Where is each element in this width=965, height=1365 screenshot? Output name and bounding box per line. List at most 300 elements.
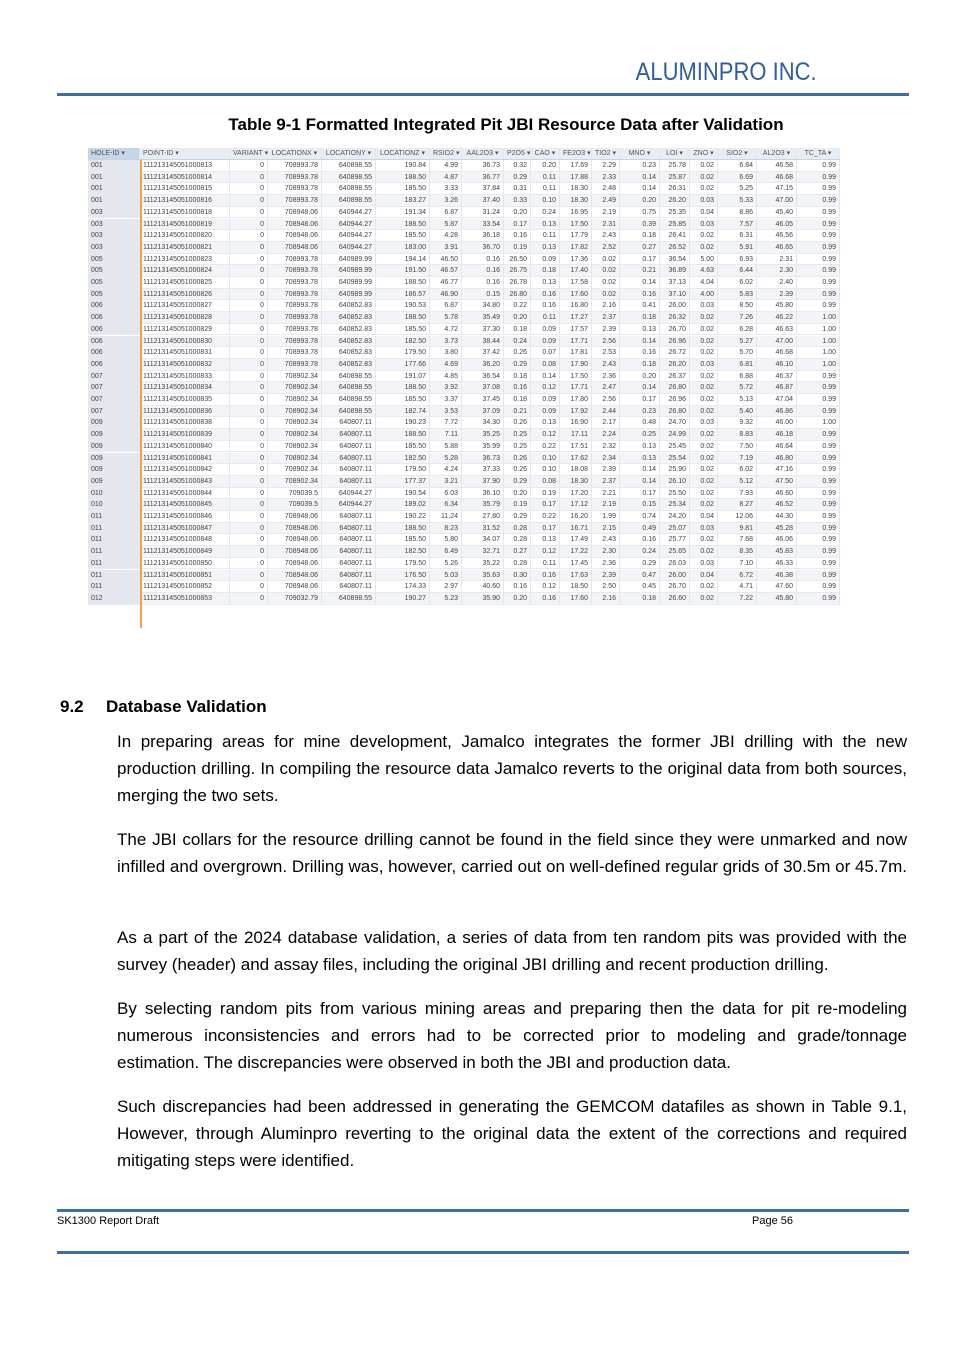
table-cell: 0.41 [620,300,660,311]
table-cell: 0.14 [620,336,660,347]
table-cell: 2.16 [592,593,620,604]
table-cell: 0.16 [531,593,560,604]
table-row[interactable] [88,277,840,289]
table-cell: 010 [88,488,140,499]
table-cell: 0.04 [690,511,718,522]
table-cell: 011 [88,558,140,569]
table-cell: 5.80 [430,534,462,545]
table-cell: 2.43 [592,230,620,241]
table-cell: 16.80 [560,300,592,311]
table-cell: 17.57 [560,324,592,335]
table-cell: 111213145051000842 [140,464,230,475]
table-cell: 0.99 [797,453,840,464]
paragraph: The JBI collars for the resource drilling cannot be found in the field since they were unmarked and now infilled and overgrown. Drilling was, however, carried out on well-defined regular grids of 30.5m or 45.7m. [117,830,907,876]
table-cell: 0.99 [797,289,840,300]
table-row[interactable] [88,406,840,418]
table-cell: 0.11 [531,312,560,323]
column-header-loi[interactable]: LOI ▾ [660,148,690,159]
table-cell: 2.32 [592,441,620,452]
table-cell: 0.29 [504,359,531,370]
table-cell: 6.84 [718,160,757,171]
table-cell: 25.78 [660,160,690,171]
table-row[interactable] [88,359,840,371]
table-cell: 708993.78 [268,336,322,347]
table-cell: 0.14 [620,183,660,194]
table-cell: 26.20 [660,195,690,206]
table-cell: 7.93 [718,488,757,499]
footer-report-name: SK1300 Report Draft [57,1215,160,1227]
table-cell: 0.25 [620,429,660,440]
table-cell: 36.73 [462,453,504,464]
table-cell: 0.14 [620,464,660,475]
table-row[interactable] [88,511,840,523]
table-cell: 46.57 [430,265,462,276]
table-cell: 005 [88,289,140,300]
table-cell: 708993.78 [268,300,322,311]
table-cell: 0.16 [504,230,531,241]
table-cell: 708993.78 [268,195,322,206]
table-cell: 8.27 [718,499,757,510]
resource-data-table [88,148,840,628]
table-cell: 26.80 [660,382,690,393]
table-cell: 26.75 [504,265,531,276]
table-cell: 0.99 [797,254,840,265]
table-cell: 0 [230,464,268,475]
table-cell: 0 [230,382,268,393]
table-cell: 009 [88,441,140,452]
table-cell: 0.17 [504,219,531,230]
table-cell: 0 [230,453,268,464]
table-cell: 17.80 [560,394,592,405]
column-header-aal2o3[interactable]: AAL2O3 ▾ [462,148,504,159]
column-header-tc-ta[interactable]: TC_TA ▾ [797,148,840,159]
table-cell: 5.88 [430,441,462,452]
column-header-p2o5[interactable]: P2O5 ▾ [504,148,531,159]
table-cell: 7.26 [718,312,757,323]
table-cell: 0.04 [690,570,718,581]
table-cell: 0.16 [531,570,560,581]
table-row[interactable] [88,429,840,441]
table-row[interactable] [88,347,840,359]
table-cell: 190.27 [376,593,430,604]
table-row[interactable] [88,546,840,558]
table-cell: 3.73 [430,336,462,347]
table-cell: 0.16 [462,265,504,276]
table-cell: 0.22 [531,511,560,522]
table-cell: 640989.99 [322,277,376,288]
table-cell: 0.03 [690,417,718,428]
table-cell: 640807.11 [322,534,376,545]
table-cell: 2.52 [592,242,620,253]
table-cell: 0.02 [690,242,718,253]
table-cell: 6.02 [718,277,757,288]
table-cell: 007 [88,406,140,417]
table-cell: 001 [88,172,140,183]
table-header-row[interactable] [88,148,840,160]
table-cell: 1.00 [797,336,840,347]
table-cell: 5.70 [718,347,757,358]
table-cell: 0.10 [531,464,560,475]
table-cell: 185.50 [376,230,430,241]
table-cell: 45.28 [757,523,797,534]
table-row[interactable] [88,230,840,242]
table-cell: 0.99 [797,523,840,534]
table-cell: 3.33 [430,183,462,194]
table-cell: 007 [88,382,140,393]
table-cell: 26.32 [660,312,690,323]
table-cell: 010 [88,499,140,510]
column-header-locationx[interactable]: LOCATIONX ▾ [268,148,322,159]
table-cell: 0.16 [620,347,660,358]
table-cell: 111213145051000823 [140,254,230,265]
table-cell: 2.37 [592,476,620,487]
table-row[interactable] [88,219,840,231]
table-row[interactable] [88,453,840,465]
table-cell: 46.37 [757,371,797,382]
table-cell: 37.84 [462,183,504,194]
table-cell: 0.75 [620,207,660,218]
table-cell: 708993.78 [268,160,322,171]
table-cell: 0.12 [531,546,560,557]
table-cell: 31.52 [462,523,504,534]
table-row[interactable] [88,195,840,207]
table-cell: 0.16 [504,581,531,592]
table-row[interactable] [88,300,840,312]
table-cell: 0 [230,336,268,347]
table-cell: 34.07 [462,534,504,545]
table-cell: 17.40 [560,265,592,276]
table-cell: 36.89 [660,265,690,276]
table-cell: 46.52 [757,499,797,510]
table-cell: 0.28 [504,523,531,534]
table-cell: 7.22 [718,593,757,604]
column-header-zno[interactable]: ZNO ▾ [690,148,718,159]
header-rule [57,93,909,96]
table-cell: 188.50 [376,382,430,393]
table-cell: 640944.27 [322,230,376,241]
table-cell: 177.66 [376,359,430,370]
table-cell: 0.17 [620,488,660,499]
table-cell: 0.99 [797,371,840,382]
table-cell: 111213145051000840 [140,441,230,452]
table-row[interactable] [88,172,840,184]
table-cell: 26.78 [504,277,531,288]
table-cell: 640852.83 [322,347,376,358]
column-header-tio2[interactable]: TIO2 ▾ [592,148,620,159]
table-cell: 17.58 [560,277,592,288]
table-cell: 708948.06 [268,219,322,230]
table-cell: 0.13 [531,242,560,253]
table-row[interactable] [88,382,840,394]
table-cell: 17.92 [560,406,592,417]
table-cell: 0 [230,394,268,405]
table-cell: 0.99 [797,429,840,440]
table-cell: 0.02 [690,347,718,358]
table-cell: 35.25 [462,429,504,440]
table-row[interactable] [88,254,840,266]
table-cell: 26.31 [660,183,690,194]
table-cell: 0.29 [504,511,531,522]
table-cell: 0.14 [620,277,660,288]
column-header-al2o3[interactable]: AL2O3 ▾ [757,148,797,159]
table-cell: 708993.78 [268,289,322,300]
table-cell: 009 [88,453,140,464]
table-cell: 188.50 [376,219,430,230]
table-cell: 0.24 [620,546,660,557]
table-cell: 111213145051000830 [140,336,230,347]
table-cell: 0.12 [531,429,560,440]
table-row[interactable] [88,242,840,254]
table-cell: 111213145051000827 [140,300,230,311]
table-cell: 0.99 [797,476,840,487]
table-cell: 26.70 [660,581,690,592]
table-cell: 26.03 [660,558,690,569]
table-cell: 0.02 [690,382,718,393]
table-cell: 185.50 [376,534,430,545]
table-cell: 011 [88,546,140,557]
table-cell: 2.49 [592,195,620,206]
column-header-point-id[interactable]: POINT-ID ▾ [140,148,230,159]
table-cell: 0.17 [620,254,660,265]
table-cell: 0.99 [797,546,840,557]
table-cell: 0.11 [531,558,560,569]
table-row[interactable] [88,488,840,500]
table-cell: 0 [230,195,268,206]
table-cell: 0 [230,570,268,581]
table-cell: 0.28 [504,558,531,569]
table-cell: 0.99 [797,242,840,253]
table-cell: 006 [88,312,140,323]
table-row[interactable] [88,160,840,172]
table-cell: 0.02 [592,265,620,276]
table-cell: 36.54 [462,371,504,382]
table-cell: 5.91 [718,242,757,253]
section-title: Database Validation [106,697,267,716]
table-cell: 174.33 [376,581,430,592]
table-cell: 3.91 [430,242,462,253]
column-header-mno[interactable]: MNO ▾ [620,148,660,159]
table-cell: 2.56 [592,394,620,405]
table-cell: 0.03 [690,558,718,569]
table-cell: 0.11 [531,183,560,194]
table-cell: 0.45 [620,581,660,592]
table-row[interactable] [88,417,840,429]
table-cell: 46.10 [757,359,797,370]
table-cell: 2.16 [592,300,620,311]
table-cell: 0.02 [690,230,718,241]
column-header-cao[interactable]: CAO ▾ [531,148,560,159]
table-cell: 640807.11 [322,429,376,440]
table-cell: 190.53 [376,300,430,311]
table-cell: 25.77 [660,534,690,545]
table-cell: 0.99 [797,277,840,288]
table-cell: 46.06 [757,534,797,545]
column-header-locationy[interactable]: LOCATIONY ▾ [322,148,376,159]
table-cell: 18.30 [560,195,592,206]
table-row[interactable] [88,265,840,277]
table-cell: 0 [230,499,268,510]
table-cell: 7.57 [718,219,757,230]
table-cell: 0.14 [620,172,660,183]
table-cell: 111213145051000852 [140,581,230,592]
table-cell: 26.80 [504,289,531,300]
table-cell: 0 [230,371,268,382]
table-cell: 0.03 [690,195,718,206]
table-row[interactable] [88,558,840,570]
table-cell: 2.39 [592,324,620,335]
column-header-sio2[interactable]: SIO2 ▾ [718,148,757,159]
table-row[interactable] [88,581,840,593]
table-row[interactable] [88,499,840,511]
table-cell: 007 [88,371,140,382]
table-cell: 16.95 [560,207,592,218]
table-cell: 17.51 [560,441,592,452]
table-cell: 111213145051000836 [140,406,230,417]
table-cell: 46.60 [757,488,797,499]
table-cell: 2.31 [592,219,620,230]
column-header-fe2o3[interactable]: FE2O3 ▾ [560,148,592,159]
table-row[interactable] [88,534,840,546]
table-cell: 17.49 [560,534,592,545]
table-cell: 2.43 [592,359,620,370]
table-cell: 5.00 [690,254,718,265]
table-cell: 46.56 [757,230,797,241]
table-cell: 0 [230,277,268,288]
table-cell: 0.18 [504,324,531,335]
table-cell: 0 [230,429,268,440]
table-cell: 5.83 [718,289,757,300]
table-row[interactable] [88,464,840,476]
table-cell: 27.80 [462,511,504,522]
table-cell: 0.16 [531,289,560,300]
table-cell: 5.27 [718,336,757,347]
table-cell: 2.29 [592,160,620,171]
table-row[interactable] [88,570,840,582]
table-cell: 25.35 [660,207,690,218]
table-cell: 37.08 [462,382,504,393]
table-cell: 708902.34 [268,464,322,475]
table-cell: 8.86 [718,207,757,218]
table-cell: 0.02 [690,593,718,604]
table-cell: 0.02 [690,312,718,323]
table-cell: 0 [230,546,268,557]
table-cell: 25.07 [660,523,690,534]
table-cell: 0 [230,289,268,300]
table-cell: 0.99 [797,172,840,183]
table-cell: 2.43 [592,534,620,545]
table-caption: Table 9-1 Formatted Integrated Pit JBI Resource Data after Validation [228,115,784,134]
table-row[interactable] [88,289,840,301]
table-cell: 708948.06 [268,207,322,218]
table-cell: 4.72 [430,324,462,335]
table-cell: 0 [230,593,268,604]
table-cell: 640852.83 [322,312,376,323]
table-cell: 6.81 [718,359,757,370]
column-header-hole-id[interactable]: HOLE-ID ▾ [88,148,140,159]
table-cell: 0 [230,581,268,592]
table-cell: 35.49 [462,312,504,323]
table-cell: 111213145051000849 [140,546,230,557]
table-cell: 45.40 [757,207,797,218]
table-row[interactable] [88,523,840,535]
table-cell: 6.72 [718,570,757,581]
table-row[interactable] [88,394,840,406]
table-cell: 17.11 [560,429,592,440]
table-cell: 005 [88,265,140,276]
table-row[interactable] [88,441,840,453]
table-cell: 111213145051000821 [140,242,230,253]
table-cell: 708993.78 [268,265,322,276]
table-cell: 0.31 [504,183,531,194]
table-cell: 708902.34 [268,406,322,417]
table-cell: 4.04 [690,277,718,288]
column-header-rsio2[interactable]: RSIO2 ▾ [430,148,462,159]
table-cell: 26.50 [504,254,531,265]
table-row[interactable] [88,207,840,219]
table-cell: 111213145051000846 [140,511,230,522]
table-cell: 6.31 [718,230,757,241]
column-header-variant[interactable]: VARIANT ▾ [230,148,268,159]
table-cell: 006 [88,347,140,358]
table-cell: 111213145051000829 [140,324,230,335]
table-row[interactable] [88,312,840,324]
table-cell: 0.12 [531,581,560,592]
table-cell: 111213145051000820 [140,230,230,241]
table-cell: 0.27 [620,242,660,253]
table-cell: 25.65 [660,546,690,557]
table-cell: 45.80 [757,300,797,311]
table-cell: 708902.34 [268,429,322,440]
table-cell: 0.02 [690,499,718,510]
table-row[interactable] [88,593,840,605]
table-cell: 46.87 [757,382,797,393]
table-cell: 0.47 [620,570,660,581]
table-cell: 182.74 [376,406,430,417]
table-cell: 188.50 [376,277,430,288]
table-cell: 009 [88,464,140,475]
table-row[interactable] [88,371,840,383]
table-cell: 1.00 [797,359,840,370]
column-header-locationz[interactable]: LOCATIONZ ▾ [376,148,430,159]
table-cell: 16.90 [560,417,592,428]
table-row[interactable] [88,183,840,195]
table-cell: 0.29 [504,172,531,183]
table-cell: 7.72 [430,417,462,428]
table-cell: 0.20 [531,160,560,171]
table-cell: 111213145051000844 [140,488,230,499]
table-cell: 7.19 [718,453,757,464]
table-cell: 0.26 [504,453,531,464]
table-cell: 37.10 [660,289,690,300]
table-cell: 708948.06 [268,570,322,581]
table-cell: 0.20 [620,195,660,206]
table-cell: 17.79 [560,230,592,241]
table-cell: 0 [230,488,268,499]
table-cell: 0 [230,254,268,265]
table-cell: 709039.5 [268,499,322,510]
table-cell: 006 [88,359,140,370]
table-row[interactable] [88,336,840,348]
table-row[interactable] [88,324,840,336]
table-cell: 640898.55 [322,183,376,194]
table-cell: 37.33 [462,464,504,475]
table-cell: 0.02 [690,441,718,452]
table-cell: 640807.11 [322,511,376,522]
table-cell: 46.22 [757,312,797,323]
table-cell: 5.26 [430,558,462,569]
table-row[interactable] [88,476,840,488]
table-cell: 0.13 [531,219,560,230]
